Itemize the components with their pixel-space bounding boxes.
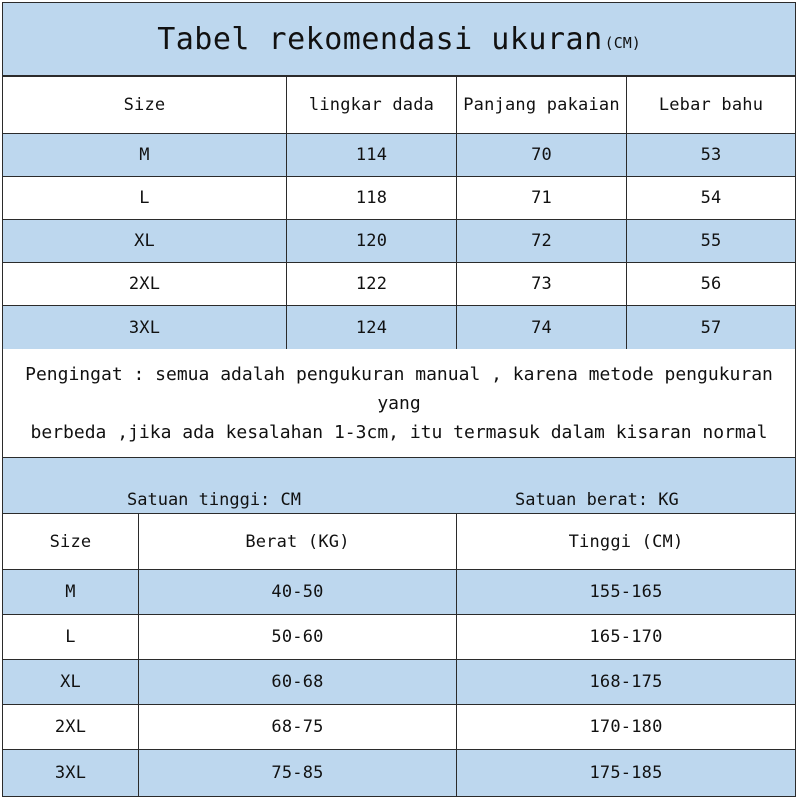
t1-cell-chest: 114 (286, 133, 457, 177)
t2-cell-height: 175-185 (456, 749, 796, 797)
t1-cell-size: XL (2, 219, 287, 263)
t1-cell-chest: 124 (286, 305, 457, 350)
height-unit-label: Satuan tinggi: CM (127, 490, 301, 510)
t1-header-shoulder: Lebar bahu (626, 76, 796, 134)
t2-header-size: Size (2, 513, 139, 570)
t2-cell-height: 155-165 (456, 569, 796, 615)
note-line-1: Pengingat : semua adalah pengukuran manual , karena metode pengukuran yang (25, 363, 773, 414)
t1-cell-size: M (2, 133, 287, 177)
page-title (2, 2, 796, 76)
t1-cell-length: 73 (456, 262, 627, 306)
t1-cell-shoulder: 57 (626, 305, 796, 350)
t2-cell-height: 170-180 (456, 704, 796, 750)
t2-header-height: Tinggi (CM) (456, 513, 796, 570)
t1-cell-size: L (2, 176, 287, 220)
t2-cell-size: 2XL (2, 704, 139, 750)
t1-header-size: Size (2, 76, 287, 134)
measurement-note (2, 349, 796, 457)
t1-header-length: Panjang pakaian (456, 76, 627, 134)
t2-cell-height: 168-175 (456, 659, 796, 705)
t2-cell-weight: 40-50 (138, 569, 457, 615)
t2-cell-weight: 60-68 (138, 659, 457, 705)
t1-cell-size: 2XL (2, 262, 287, 306)
t2-cell-weight: 68-75 (138, 704, 457, 750)
t1-cell-chest: 122 (286, 262, 457, 306)
t1-cell-chest: 118 (286, 176, 457, 220)
t2-cell-size: XL (2, 659, 139, 705)
t1-cell-shoulder: 53 (626, 133, 796, 177)
t1-cell-length: 71 (456, 176, 627, 220)
t2-cell-weight: 75-85 (138, 749, 457, 797)
t2-cell-size: M (2, 569, 139, 615)
t2-cell-size: 3XL (2, 749, 139, 797)
t2-cell-size: L (2, 614, 139, 660)
title-text: Tabel rekomendasi ukuran (157, 21, 603, 57)
t2-cell-weight: 50-60 (138, 614, 457, 660)
note-line-2: berbeda ,jika ada kesalahan 1-3cm, itu termasuk dalam kisaran normal (30, 421, 768, 443)
units-band (2, 457, 796, 514)
t2-cell-height: 165-170 (456, 614, 796, 660)
t1-cell-shoulder: 55 (626, 219, 796, 263)
t1-cell-length: 70 (456, 133, 627, 177)
t1-cell-shoulder: 54 (626, 176, 796, 220)
title-unit: (CM) (604, 34, 641, 52)
t2-header-weight: Berat (KG) (138, 513, 457, 570)
t1-cell-length: 72 (456, 219, 627, 263)
weight-unit-label: Satuan berat: KG (515, 490, 679, 510)
t1-header-chest: lingkar dada (286, 76, 457, 134)
t1-cell-length: 74 (456, 305, 627, 350)
t1-cell-chest: 120 (286, 219, 457, 263)
t1-cell-size: 3XL (2, 305, 287, 350)
t1-cell-shoulder: 56 (626, 262, 796, 306)
